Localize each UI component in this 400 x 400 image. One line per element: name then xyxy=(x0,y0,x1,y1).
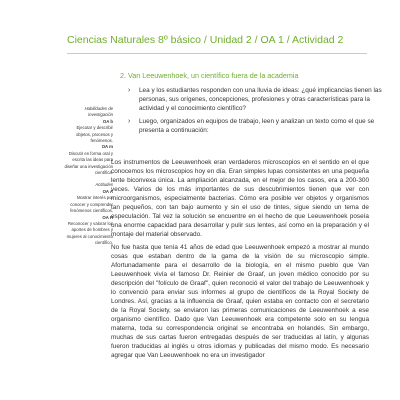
sidebar-text: Reconocer y valorar los aportes de hombres y mujeres al conocimiento científico. xyxy=(66,220,113,246)
sidebar-text: Ejecutar y describir objetos, procesos y fenómenos. xyxy=(75,125,113,144)
sidebar-objectives xyxy=(64,106,113,253)
instruction-list xyxy=(128,87,390,140)
reading-paragraph: Los instrumentos de Leeuwenhoek eran verdaderos microscopios en el sentido en el que conocemos los microscopios hoy en día. Eran simples lupas consistentes en una pequeña lente biconvexa única. La ampliación alcanzada, en el mejor de los casos, era a 200-300 veces. Varios de los más importantes de sus descubrimientos tienen que ver con microorganismos, especialmente bacterias. Cómo era posible ver objetos y organismos tan pequeños, con tan bajo aumento y sin el uso de tintes, sigue siendo un tema de especulación. Tal vez la solución se encuentre en el hecho de que Leeuwenhoek poseía una enorme capacidad para desarrollar y pulir sus lentes, así como en la preparación y el montaje del material observado. xyxy=(111,159,369,238)
page-header: Ciencias Naturales 8º básico / Unidad 2 / OA 1 / Actividad 2 xyxy=(67,34,344,46)
sidebar-text: Mostrar interés por conocer y comprender fenómenos científicos. xyxy=(70,195,113,214)
section-title: 2. Van Leeuwenhoek, un científico fuera de la academia xyxy=(120,71,299,80)
sidebar-block-attitudes xyxy=(64,182,113,246)
sidebar-code: OA A xyxy=(102,188,113,194)
chevron-right-icon: › xyxy=(128,117,131,125)
sidebar-block-heading: Actitudes xyxy=(95,182,113,188)
list-item xyxy=(128,87,390,114)
reading-text xyxy=(111,158,369,364)
sidebar-code: OA m xyxy=(101,144,113,150)
sidebar-text: Discutir en forma oral y escrita las ideas para diseñar una investigación científica. xyxy=(64,150,113,176)
sidebar-code: OA b xyxy=(102,118,113,124)
reading-paragraph: No fue hasta que tenía 41 años de edad que Leeuwenhoek empezó a mostrar al mundo cosas que estaban dentro de la gama de la visión de su microscopio simple. Afortunadamente para el desarrollo de la biología, en el mismo pueblo que Van Leeuwenhoek vivía el famoso Dr. Reinier de Graaf, un joven médico conocido por su descripción del "folículo de Graaf", quien reconoció el valor del trabajo de Leeuwenhoek y lo convenció para enviar sus informes al grupo de científicos de la Royal Society de Londres. Así, gracias a la influencia de Graaf, quien estaba en contacto con el secretario de la Royal Society, se enviaron las primeras comunicaciones de Leeuwenhoek a ese organismo científico. Dado que Van Leeuwenhoek era competente solo en su lengua materna, toda su correspondencia original se encontraba en holandés. Sin embargo, muchas de sus cartas fueron entregadas después de ser traducidas al latín, y algunas fueron traducidas al inglés u otros idiomas y publicadas del mismo modo. Es necesario agregar que Van Leeuwenhoek no era un investigador xyxy=(111,244,369,359)
chevron-right-icon: › xyxy=(128,87,131,94)
sidebar-block-heading: Habilidades de investigación xyxy=(84,106,113,118)
list-item-text: Luego, organizados en equipos de trabajo, leen y analizan un texto como el que se presenta a continuación: xyxy=(139,117,375,134)
sidebar-block-skills xyxy=(64,106,113,176)
sidebar-code: OA H xyxy=(102,214,113,220)
header-divider xyxy=(67,53,367,54)
list-item-text: Lea y los estudiantes responden con una lluvia de ideas: ¿qué implicancias tienen las personas, sus orígenes, concepciones, profesiones y otras características para la actividad y el conocimiento científico? xyxy=(139,87,382,112)
list-item xyxy=(128,118,390,136)
